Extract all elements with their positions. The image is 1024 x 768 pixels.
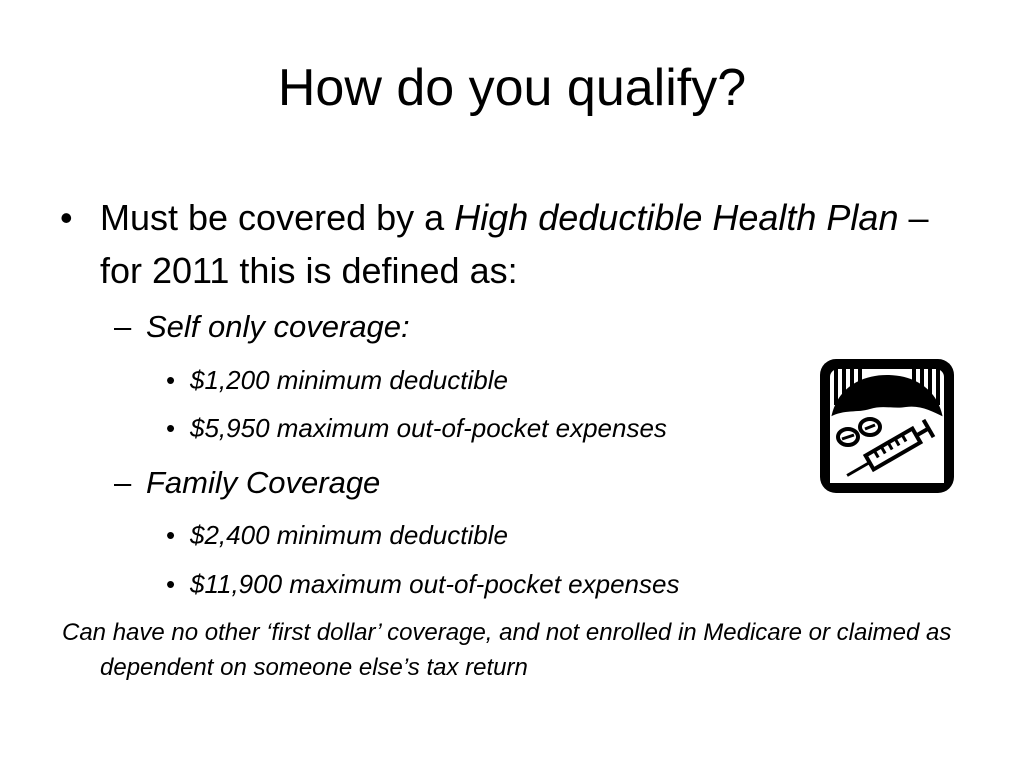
- bullet-symbol: •: [60, 197, 73, 238]
- bullet-symbol: •: [166, 520, 176, 550]
- slide-title: How do you qualify?: [277, 59, 747, 117]
- main-bullet-plan-name: High deductible Health Plan: [454, 197, 899, 238]
- dash-symbol: –: [114, 309, 132, 344]
- eligibility-note: Can have no other ‘first dollar’ coverage, and not enrolled in Medicare or claimed as dependent on someone else’s tax return: [62, 619, 952, 681]
- self-only-max-oop: $5,950 maximum out-of-pocket expenses: [190, 413, 667, 443]
- list-item: [166, 413, 667, 444]
- self-only-heading: [114, 308, 410, 345]
- main-bullet: [60, 192, 960, 298]
- bullet-symbol: •: [166, 365, 176, 395]
- list-item: [166, 520, 508, 551]
- dash-symbol: –: [114, 465, 132, 500]
- bullet-symbol: •: [166, 569, 176, 599]
- family-heading: [114, 464, 381, 501]
- family-label: Family Coverage: [146, 465, 381, 500]
- family-max-oop: $11,900 maximum out-of-pocket expenses: [190, 569, 680, 599]
- medical-syringe-pills-icon: [818, 357, 956, 495]
- bullet-symbol: •: [166, 413, 176, 443]
- main-bullet-text-start: Must be covered by a: [100, 197, 455, 238]
- list-item: [166, 365, 508, 396]
- main-bullet-text-end: – for 2011 this is defined as:: [100, 197, 929, 291]
- family-deductible: $2,400 minimum deductible: [190, 520, 508, 550]
- self-only-deductible: $1,200 minimum deductible: [190, 365, 508, 395]
- self-only-label: Self only coverage:: [146, 309, 410, 344]
- list-item: [166, 569, 680, 600]
